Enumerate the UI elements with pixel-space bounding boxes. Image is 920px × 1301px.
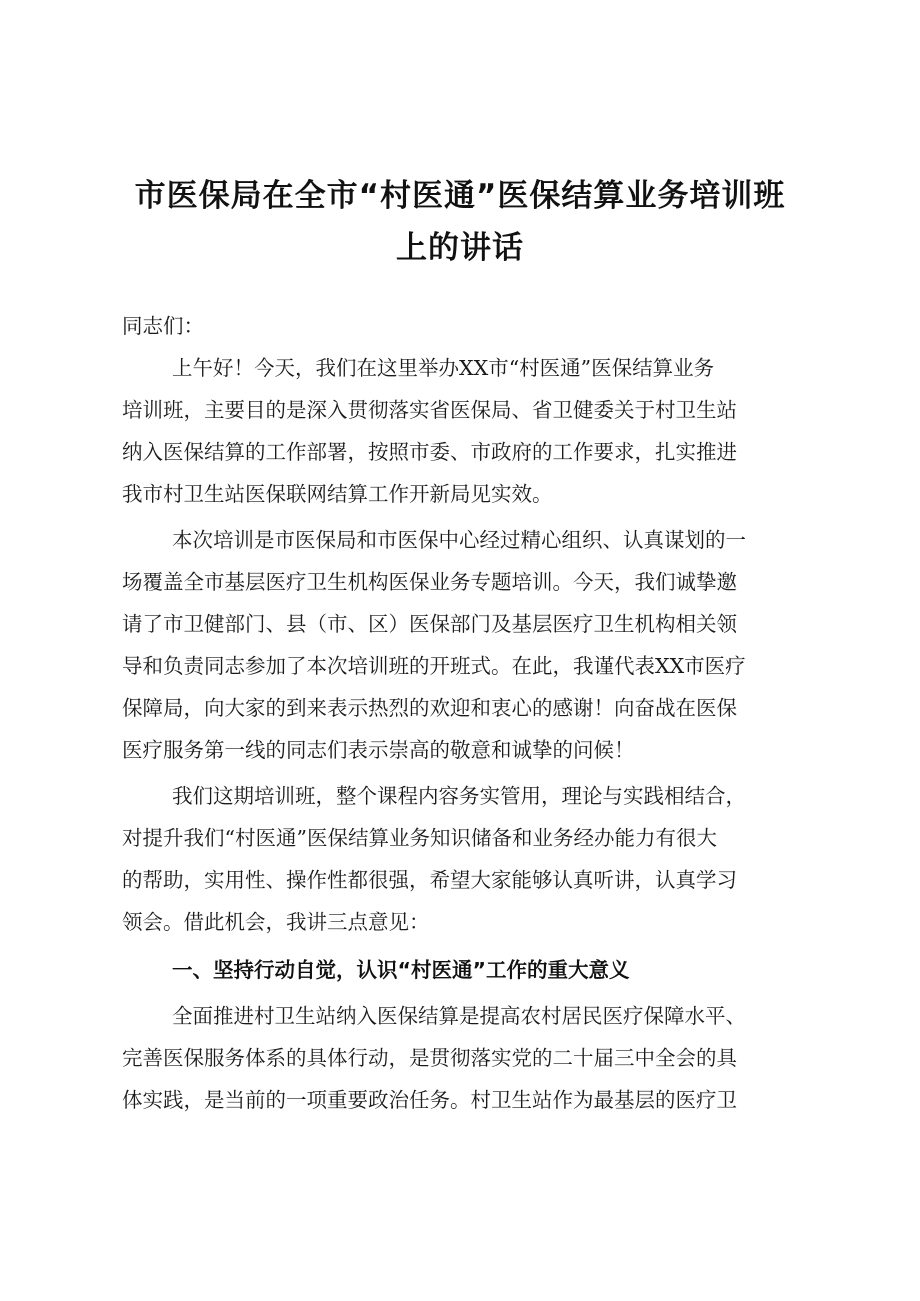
paragraph-1-line-3: 纳入医保结算的工作部署，按照市委、市政府的工作要求，扎实推进 — [122, 440, 737, 464]
paragraph-1-line-4: 我市村卫生站医保联网结算工作开新局见实效。 — [122, 482, 553, 506]
paragraph-4-line-1: 全面推进村卫生站纳入医保结算是提高农村居民医疗保障水平、 — [172, 1004, 746, 1028]
paragraph-2-line-4: 导和负责同志参加了本次培训班的开班式。在此，我谨代表XX市医疗 — [122, 654, 746, 678]
document-title-line-2: 上的讲话 — [396, 230, 524, 266]
paragraph-2-line-1: 本次培训是市医保局和市医保中心经过精心组织、认真谋划的一 — [172, 528, 746, 552]
paragraph-3-line-4: 领会。借此机会，我讲三点意见： — [122, 910, 430, 934]
paragraph-2-line-2: 场覆盖全市基层医疗卫生机构医保业务专题培训。今天，我们诚挚邀 — [122, 570, 737, 594]
paragraph-1-line-2: 培训班，主要目的是深入贯彻落实省医保局、省卫健委关于村卫生站 — [122, 398, 737, 422]
paragraph-2-line-6: 医疗服务第一线的同志们表示崇高的敬意和诚挚的问候！ — [122, 738, 635, 762]
paragraph-2-line-5: 保障局，向大家的到来表示热烈的欢迎和衷心的感谢！向奋战在医保 — [122, 696, 737, 720]
paragraph-3-line-3: 的帮助，实用性、操作性都很强，希望大家能够认真听讲，认真学习 — [122, 868, 737, 892]
paragraph-1-line-1: 上午好！今天，我们在这里举办XX市“村医通”医保结算业务 — [172, 356, 715, 380]
section-heading-1: 一、坚持行动自觉，认识“村医通”工作的重大意义 — [172, 958, 630, 982]
document-title-line-1: 市医保局在全市“村医通”医保结算业务培训班 — [134, 178, 786, 214]
paragraph-4-line-3: 体实践，是当前的一项重要政治任务。村卫生站作为最基层的医疗卫 — [122, 1088, 737, 1112]
salutation: 同志们： — [122, 314, 204, 338]
paragraph-2-line-3: 请了市卫健部门、县（市、区）医保部门及基层医疗卫生机构相关领 — [122, 612, 737, 636]
paragraph-4-line-2: 完善医保服务体系的具体行动，是贯彻落实党的二十届三中全会的具 — [122, 1046, 737, 1070]
paragraph-3-line-2: 对提升我们“村医通”医保结算业务知识储备和业务经办能力有很大 — [122, 826, 717, 850]
paragraph-3-line-1: 我们这期培训班，整个课程内容务实管用，理论与实践相结合， — [172, 784, 746, 808]
